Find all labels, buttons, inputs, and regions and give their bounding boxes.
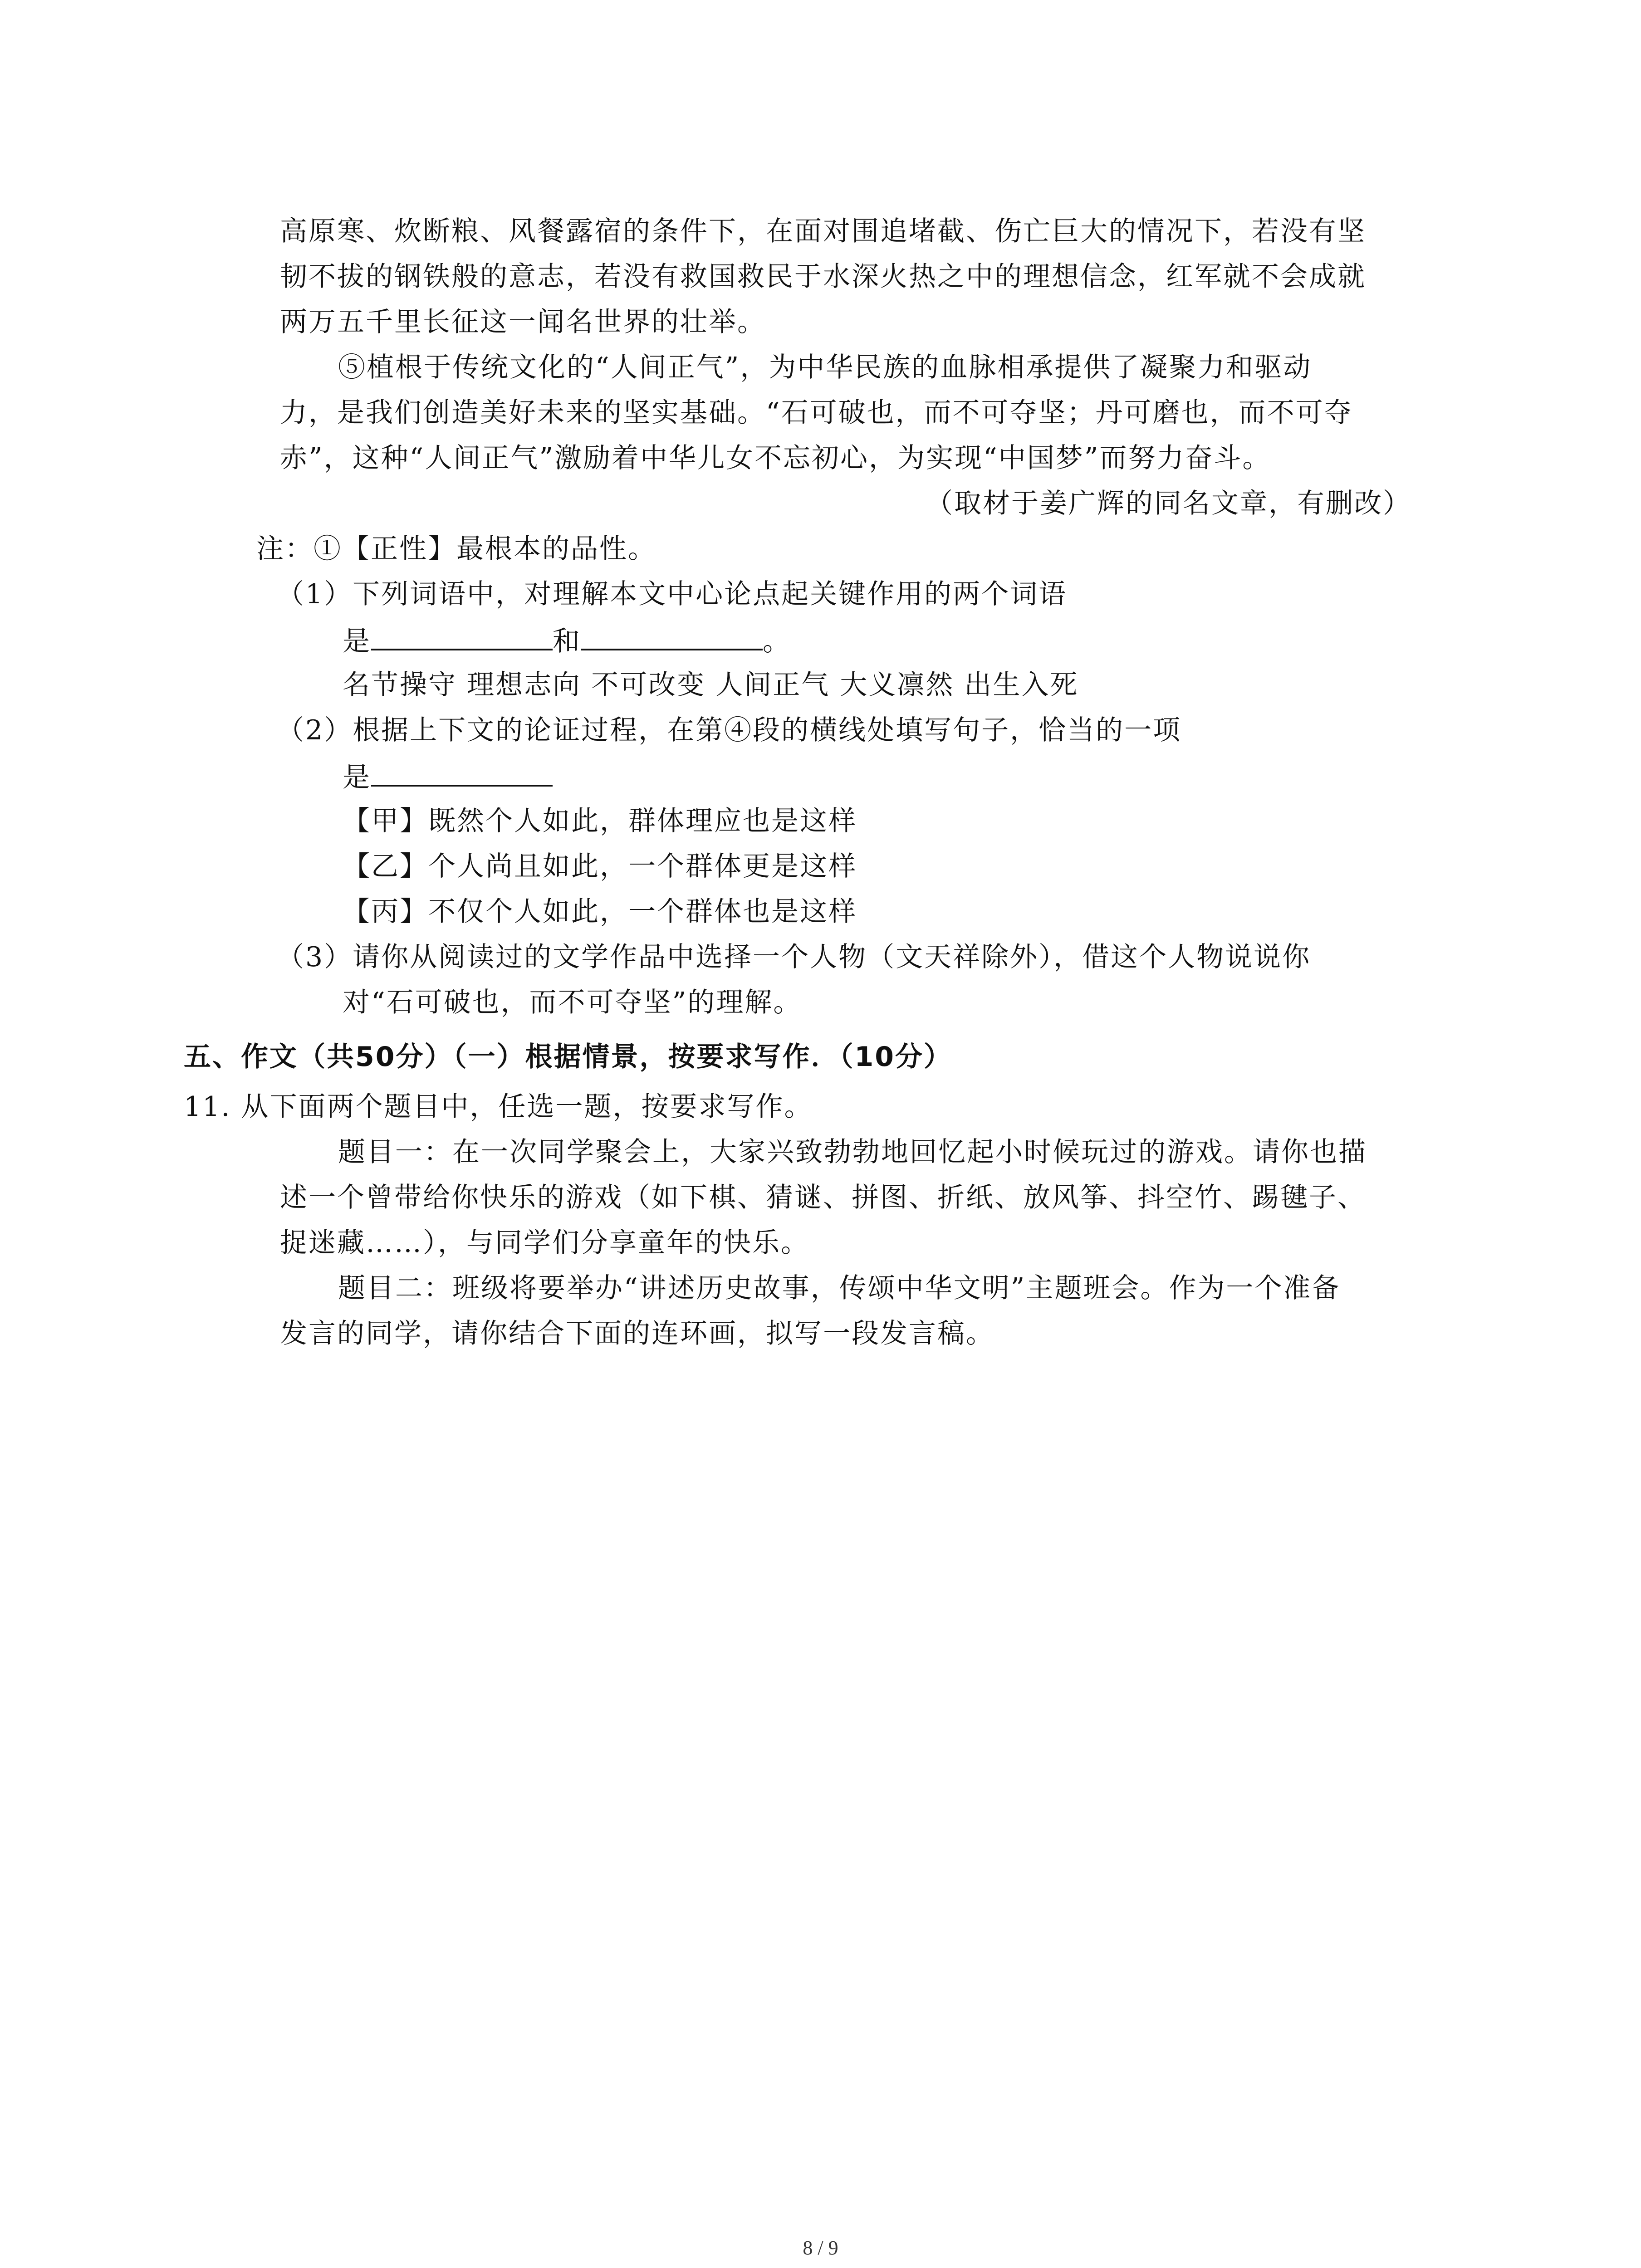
passage-line-3: 两万五千里长征这一闻名世界的壮举。	[280, 306, 766, 338]
question-2-option-jia: 【甲】既然个人如此，群体理应也是这样	[343, 805, 857, 837]
topic-1-line-2: 述一个曾带给你快乐的游戏（如下棋、猜谜、拼图、折纸、放风筝、抖空竹、踢毽子、	[280, 1182, 1366, 1213]
question-11-text: 11. 从下面两个题目中，任选一题，按要求写作。	[184, 1091, 813, 1123]
question-2-prefix: 是	[343, 762, 371, 793]
answer-blank-2[interactable]	[581, 621, 763, 650]
question-3-text-cont: 对“石可破也，而不可夺坚”的理解。	[343, 987, 802, 1018]
question-2-answer-line	[343, 758, 553, 796]
question-3-text: （3）请你从阅读过的文学作品中选择一个人物（文天祥除外），借这个人物说说你	[277, 941, 1311, 973]
passage-line-6: 赤”，这种“人间正气”激励着中华儿女不忘初心，为实现“中国梦”而努力奋斗。	[280, 442, 1271, 474]
topic-1-line-3: 捉迷藏……），与同学们分享童年的快乐。	[280, 1227, 809, 1259]
answer-blank-3[interactable]	[371, 758, 553, 787]
question-2-option-bing: 【丙】不仅个人如此，一个群体也是这样	[343, 896, 857, 928]
question-1-answer-line	[343, 621, 791, 660]
question-1-end: 。	[763, 626, 791, 657]
question-1-prefix: 是	[343, 626, 371, 657]
question-2-option-yi: 【乙】个人尚且如此，一个群体更是这样	[343, 850, 857, 882]
passage-note: 注：①【正性】最根本的品性。	[256, 533, 656, 565]
question-2-text: （2）根据上下文的论证过程，在第④段的横线处填写句子，恰当的一项	[277, 714, 1182, 746]
passage-line-5: 力，是我们创造美好未来的坚实基础。“石可破也，而不可夺坚；丹可磨也，而不可夺	[280, 397, 1353, 429]
question-1-options: 名节操守 理想志向 不可改变 人间正气 大义凛然 出生入死	[343, 669, 1079, 701]
passage-line-1: 高原寒、炊断粮、风餐露宿的条件下，在面对围追堵截、伤亡巨大的情况下，若没有坚	[280, 215, 1366, 247]
question-1-mid: 和	[553, 626, 581, 657]
topic-2-line-1: 题目二：班级将要举办“讲述历史故事，传颂中华文明”主题班会。作为一个准备	[338, 1272, 1341, 1304]
passage-line-4: ⑤植根于传统文化的“人间正气”，为中华民族的血脉相承提供了凝聚力和驱动	[338, 352, 1312, 383]
passage-source: （取材于姜广辉的同名文章，有删改）	[926, 488, 1411, 519]
passage-line-2: 韧不拔的钢铁般的意志，若没有救国救民于水深火热之中的理想信念，红军就不会成就	[280, 261, 1366, 293]
composition-heading: 五、作文（共50分）（一）根据情景，按要求写作．（10分）	[184, 1041, 952, 1073]
page-number: 8 / 9	[803, 2237, 838, 2259]
topic-1-line-1: 题目一：在一次同学聚会上，大家兴致勃勃地回忆起小时候玩过的游戏。请你也描	[338, 1136, 1367, 1168]
topic-2-line-2: 发言的同学，请你结合下面的连环画，拟写一段发言稿。	[280, 1318, 994, 1349]
answer-blank-1[interactable]	[371, 621, 553, 650]
question-1-text: （1）下列词语中，对理解本文中心论点起关键作用的两个词语	[277, 578, 1068, 610]
